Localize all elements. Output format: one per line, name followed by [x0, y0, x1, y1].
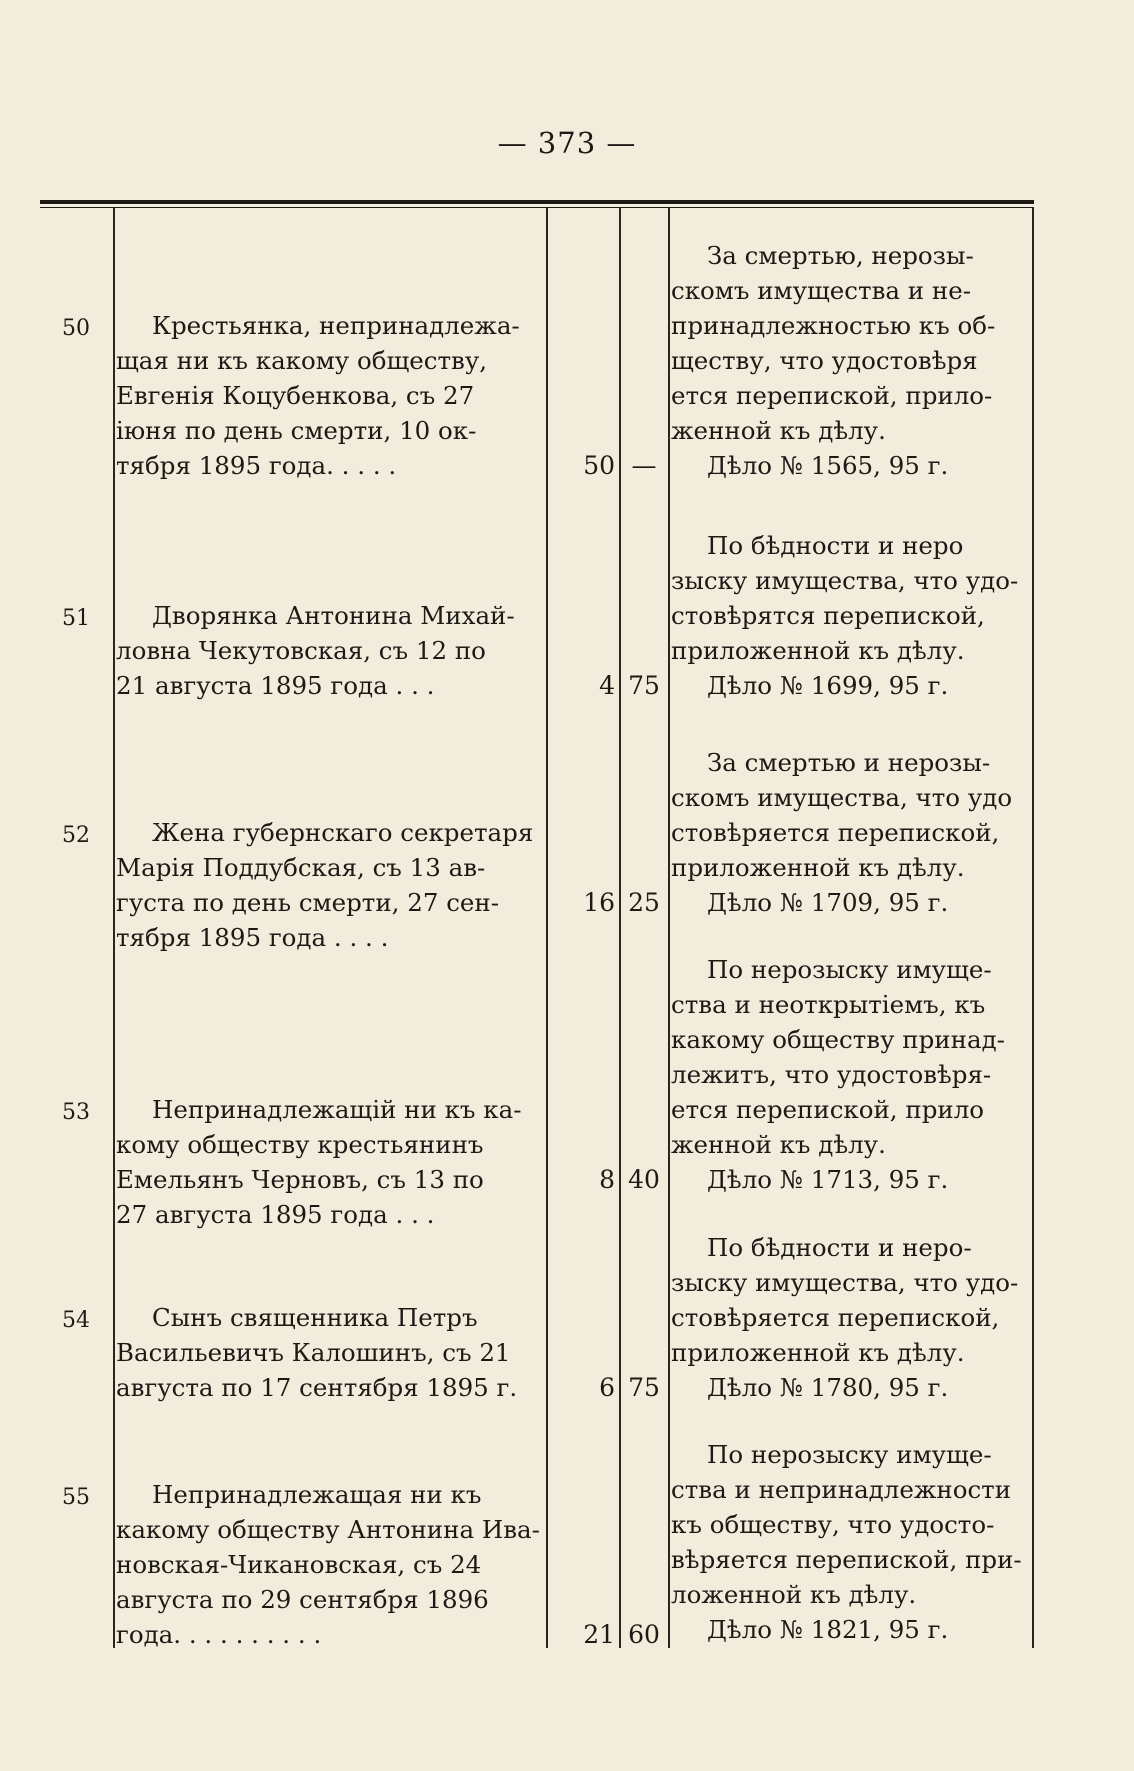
record-reason	[671, 528, 1031, 703]
reason-line: По нерозыску имуще-	[707, 1440, 992, 1469]
record-reason	[671, 1437, 1031, 1647]
description-line: Жена губернскаго секретаря	[152, 818, 534, 847]
description-line: Емельянъ Черновъ, съ 13 по	[116, 1165, 484, 1194]
table-top-rule	[40, 200, 1034, 204]
description-line: густа по день смерти, 27 сен-	[116, 888, 500, 917]
reason-line: За смертью, нерозы-	[707, 241, 974, 270]
column-divider	[1032, 208, 1034, 1648]
description-line: года. . . . . . . . . .	[116, 1620, 322, 1649]
amount-rubles: 4	[599, 671, 615, 700]
amount-rubles: 16	[583, 888, 615, 917]
description-line: Непринадлежащая ни къ	[152, 1480, 482, 1509]
case-reference: Дѣло № 1780, 95 г.	[707, 1373, 949, 1402]
reason-line: ется перепиской, прило	[671, 1095, 985, 1124]
reason-line: приложенной къ дѣлу.	[671, 853, 965, 882]
reason-line: къ обществу, что удосто-	[671, 1510, 995, 1539]
table-top-rule-thin	[40, 207, 1034, 208]
record-number: 52	[62, 823, 90, 848]
case-reference: Дѣло № 1565, 95 г.	[707, 451, 949, 480]
amount-rubles: 8	[599, 1165, 615, 1194]
case-reference: Дѣло № 1699, 95 г.	[707, 671, 949, 700]
reason-line: вѣряется перепиской, при-	[671, 1545, 1022, 1574]
record-description	[116, 1477, 544, 1652]
reason-line: По бѣдности и неро-	[707, 1233, 972, 1262]
record-number: 55	[62, 1485, 90, 1510]
reason-line: ется перепиской, прило-	[671, 381, 993, 410]
reason-line: ства и неоткрытіемъ, къ	[671, 990, 986, 1019]
record-reason	[671, 745, 1031, 920]
record-description	[116, 1092, 544, 1232]
description-line: какому обществу Антонина Ива-	[116, 1515, 540, 1544]
record-number: 50	[62, 316, 90, 341]
description-line: Дворянка Антонина Михай-	[152, 601, 515, 630]
description-line: Васильевичъ Калошинъ, съ 21	[116, 1338, 511, 1367]
reason-line: скомъ имущества, что удо	[671, 783, 1013, 812]
description-line: Сынъ священника Петръ	[152, 1303, 478, 1332]
description-line: Евгенія Коцубенкова, съ 27	[116, 381, 475, 410]
amount-rubles: 21	[583, 1620, 615, 1649]
reason-line: За смертью и нерозы-	[707, 748, 991, 777]
reason-line: женной къ дѣлу.	[671, 1130, 886, 1159]
reason-line: женной къ дѣлу.	[671, 416, 886, 445]
reason-line: По нерозыску имуще-	[707, 955, 992, 984]
amount-kopecks: 40	[628, 1165, 660, 1194]
record-description	[116, 1300, 544, 1405]
amount-kopecks: 75	[628, 671, 660, 700]
record-number: 54	[62, 1308, 90, 1333]
description-line: новская-Чикановская, съ 24	[116, 1550, 482, 1579]
description-line: кому обществу крестьянинъ	[116, 1130, 484, 1159]
column-divider	[546, 208, 548, 1648]
column-divider	[619, 208, 621, 1648]
amount-rubles: 50	[583, 451, 615, 480]
reason-line: зыску имущества, что удо-	[671, 1268, 1019, 1297]
description-line: тября 1895 года. . . . .	[116, 451, 397, 480]
records-table	[40, 200, 1034, 1648]
reason-line: лежитъ, что удостовѣря-	[671, 1060, 992, 1089]
description-line: іюня по день смерти, 10 ок-	[116, 416, 477, 445]
record-description	[116, 308, 544, 483]
reason-line: стовѣрятся перепиской,	[671, 601, 985, 630]
record-number: 51	[62, 606, 90, 631]
record-number: 53	[62, 1100, 90, 1125]
amount-kopecks: —	[631, 451, 657, 480]
case-reference: Дѣло № 1713, 95 г.	[707, 1165, 949, 1194]
description-line: Крестьянка, непринадлежа-	[152, 311, 520, 340]
description-line: ловна Чекутовская, съ 12 по	[116, 636, 486, 665]
description-line: 27 августа 1895 года . . .	[116, 1200, 435, 1229]
record-description	[116, 598, 544, 703]
amount-rubles: 6	[599, 1373, 615, 1402]
description-line: Марія Поддубская, съ 13 ав-	[116, 853, 486, 882]
description-line: щая ни къ какому обществу,	[116, 346, 488, 375]
case-reference: Дѣло № 1821, 95 г.	[707, 1615, 949, 1644]
case-reference: Дѣло № 1709, 95 г.	[707, 888, 949, 917]
reason-line: какому обществу принад-	[671, 1025, 1005, 1054]
amount-kopecks: 60	[628, 1620, 660, 1649]
description-line: тября 1895 года . . . .	[116, 923, 389, 952]
reason-line: зыску имущества, что удо-	[671, 566, 1019, 595]
reason-line: скомъ имущества и не-	[671, 276, 971, 305]
reason-line: принадлежностью къ об-	[671, 311, 996, 340]
reason-line: стовѣряется перепиской,	[671, 818, 1000, 847]
record-reason	[671, 1230, 1031, 1405]
description-line: 21 августа 1895 года . . .	[116, 671, 435, 700]
description-line: Непринадлежащій ни къ ка-	[152, 1095, 522, 1124]
reason-line: стовѣряется перепиской,	[671, 1303, 1000, 1332]
column-divider	[113, 208, 115, 1648]
record-description	[116, 815, 544, 955]
amount-kopecks: 75	[628, 1373, 660, 1402]
reason-line: ложенной къ дѣлу.	[671, 1580, 917, 1609]
amount-kopecks: 25	[628, 888, 660, 917]
column-divider	[668, 208, 670, 1648]
reason-line: приложенной къ дѣлу.	[671, 1338, 965, 1367]
reason-line: По бѣдности и неро	[707, 531, 964, 560]
page-number: — 373 —	[497, 126, 637, 160]
record-reason	[671, 238, 1031, 483]
reason-line: ства и непринадлежности	[671, 1475, 1012, 1504]
reason-line: приложенной къ дѣлу.	[671, 636, 965, 665]
reason-line: ществу, что удостовѣря	[671, 346, 978, 375]
description-line: августа по 17 сентября 1895 г.	[116, 1373, 518, 1402]
record-reason	[671, 952, 1031, 1197]
description-line: августа по 29 сентября 1896	[116, 1585, 489, 1614]
